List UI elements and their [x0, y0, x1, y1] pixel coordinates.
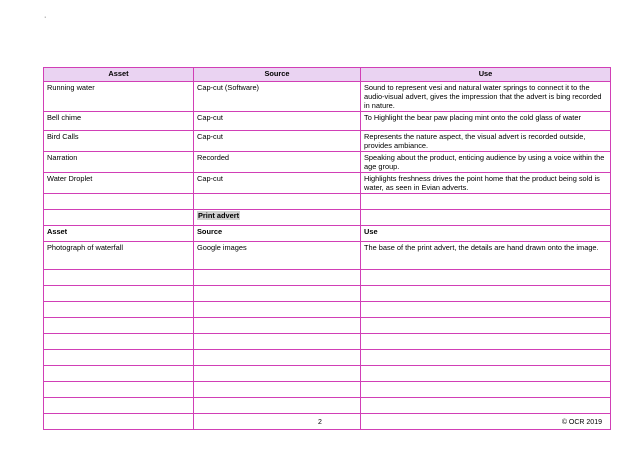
- empty-row: [44, 334, 611, 350]
- print-header-asset: Asset: [44, 226, 194, 242]
- asset-cell: Water Droplet: [44, 173, 194, 194]
- print-header-row: [44, 226, 611, 242]
- empty-row: [44, 414, 611, 430]
- table-row: [44, 242, 611, 270]
- asset-cell: Bell chime: [44, 112, 194, 131]
- table-row: [44, 82, 611, 112]
- asset-cell: Photograph of waterfall: [44, 242, 194, 270]
- table-row: [44, 173, 611, 194]
- source-cell: Google images: [194, 242, 361, 270]
- source-cell: Cap-cut: [194, 131, 361, 152]
- empty-row: [44, 270, 611, 286]
- section-row: [44, 210, 611, 226]
- use-cell: To Highlight the bear paw placing mint onto the cold glass of water: [361, 112, 611, 131]
- asset-cell: Narration: [44, 152, 194, 173]
- print-header-source: Source: [194, 226, 361, 242]
- header-asset: Asset: [44, 68, 194, 82]
- empty-row: [44, 382, 611, 398]
- empty-row: [44, 302, 611, 318]
- header-use: Use: [361, 68, 611, 82]
- empty-row: [44, 194, 611, 210]
- asset-log-table: [43, 67, 611, 430]
- use-cell: The base of the print advert, the details are hand drawn onto the image.: [361, 242, 611, 270]
- table-row: [44, 112, 611, 131]
- table-row: [44, 131, 611, 152]
- empty-row: [44, 398, 611, 414]
- source-cell: Cap-cut: [194, 112, 361, 131]
- source-cell: Cap-cut: [194, 173, 361, 194]
- use-cell: Represents the nature aspect, the visual advert is recorded outside, provides ambiance.: [361, 131, 611, 152]
- stray-mark: ·: [44, 14, 47, 21]
- asset-cell: Bird Calls: [44, 131, 194, 152]
- table-header-row: [44, 68, 611, 82]
- use-cell: Sound to represent vesi and natural water springs to connect it to the audio-visual advert, gives the impression that the advert is bing recorded in nature.: [361, 82, 611, 112]
- empty-row: [44, 366, 611, 382]
- empty-row: [44, 318, 611, 334]
- print-header-use: Use: [361, 226, 611, 242]
- empty-row: [44, 286, 611, 302]
- section-title-cell: [194, 210, 361, 226]
- use-cell: Highlights freshness drives the point home that the product being sold is water, as seen in Evian adverts.: [361, 173, 611, 194]
- source-cell: Recorded: [194, 152, 361, 173]
- use-cell: Speaking about the product, enticing audience by using a voice within the age group.: [361, 152, 611, 173]
- page-number: 2: [318, 419, 322, 426]
- asset-cell: Running water: [44, 82, 194, 112]
- section-title: Print advert: [198, 211, 240, 220]
- copyright-notice: © OCR 2019: [561, 419, 602, 426]
- source-cell: Cap-cut (Software): [194, 82, 361, 112]
- table-row: [44, 152, 611, 173]
- header-source: Source: [194, 68, 361, 82]
- empty-row: [44, 350, 611, 366]
